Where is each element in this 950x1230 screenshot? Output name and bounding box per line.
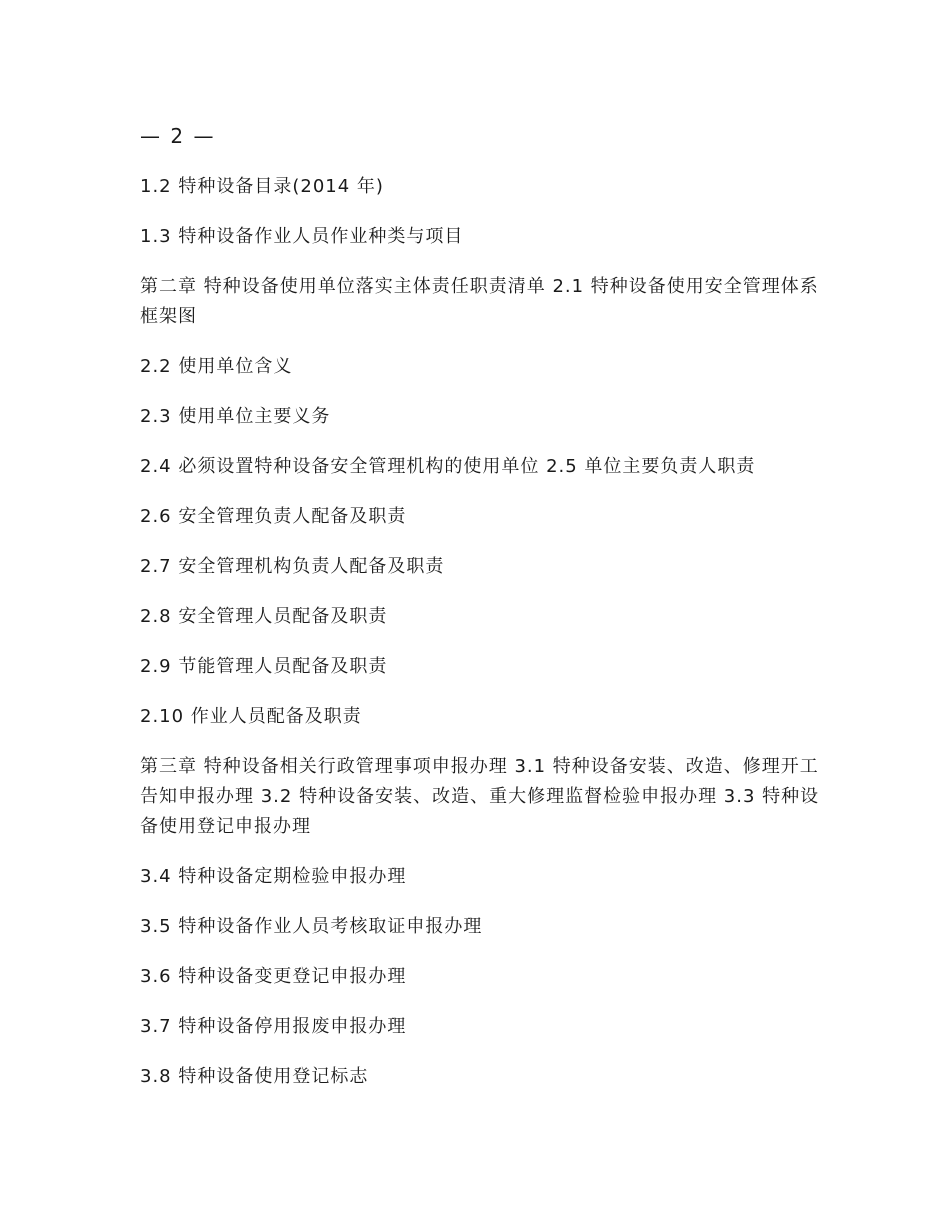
toc-entry-2-10: 2.10 作业人员配备及职责 [140, 706, 362, 727]
toc-entry-2-8: 2.8 安全管理人员配备及职责 [140, 606, 388, 627]
toc-entry-2-9: 2.9 节能管理人员配备及职责 [140, 656, 388, 677]
toc-entry-1-2: 1.2 特种设备目录(2014 年) [140, 176, 384, 197]
table-of-contents [140, 172, 820, 1112]
toc-entry-3-5: 3.5 特种设备作业人员考核取证申报办理 [140, 916, 483, 937]
toc-entry-chapter-3: 第三章 特种设备相关行政管理事项申报办理 3.1 特种设备安装、改造、修理开工告知申报办理 3.2 特种设备安装、改造、重大修理监督检验申报办理 3.3 特种设备使用登记申报办理 [140, 756, 820, 837]
toc-entry-3-6: 3.6 特种设备变更登记申报办理 [140, 966, 407, 987]
toc-entry-3-7: 3.7 特种设备停用报废申报办理 [140, 1016, 407, 1037]
toc-entry-2-6: 2.6 安全管理负责人配备及职责 [140, 506, 407, 527]
toc-entry-chapter-2: 第二章 特种设备使用单位落实主体责任职责清单 2.1 特种设备使用安全管理体系框架图 [140, 276, 819, 327]
toc-entry-2-4: 2.4 必须设置特种设备安全管理机构的使用单位 2.5 单位主要负责人职责 [140, 456, 756, 477]
toc-entry-1-3: 1.3 特种设备作业人员作业种类与项目 [140, 226, 464, 247]
page-number: — 2 — [140, 124, 216, 148]
toc-entry-2-3: 2.3 使用单位主要义务 [140, 406, 331, 427]
toc-entry-2-2: 2.2 使用单位含义 [140, 356, 293, 377]
toc-entry-2-7: 2.7 安全管理机构负责人配备及职责 [140, 556, 445, 577]
toc-entry-3-4: 3.4 特种设备定期检验申报办理 [140, 866, 407, 887]
toc-entry-3-8: 3.8 特种设备使用登记标志 [140, 1066, 369, 1087]
